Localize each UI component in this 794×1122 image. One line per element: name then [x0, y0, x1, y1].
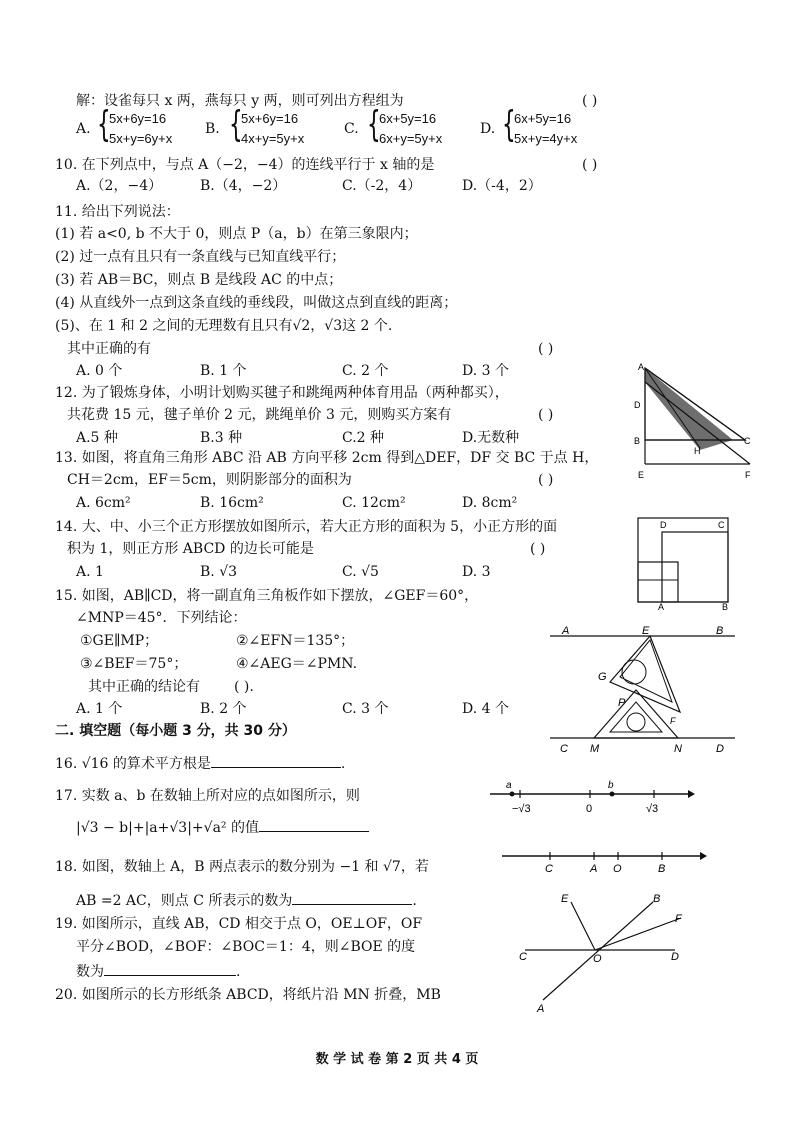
q15-option-d: D. 4 个 [462, 701, 509, 717]
point-a [510, 792, 515, 797]
q13-figure [630, 360, 760, 485]
q13-option-b: B. 16cm² [200, 495, 264, 511]
q14-option-c: C. √5 [342, 564, 379, 580]
q10-option-a: A.（2，−4） [76, 178, 163, 194]
q15-conclusion-1: ①GE∥MP； [80, 633, 159, 649]
q15-conclusion-2: ②∠EFN＝135°； [236, 633, 355, 649]
svg-text:N: N [674, 743, 682, 755]
q14-line-2: 积为 1，则正方形 ABCD 的边长可能是 [67, 541, 314, 557]
line-ab [543, 902, 653, 1000]
svg-text:P: P [618, 697, 626, 709]
svg-text:A: A [537, 1003, 545, 1015]
q14-line-1: 14. 大、中、小三个正方形摆放如图所示，若大正方形的面积为 5，小正方形的面 [55, 519, 558, 535]
ray-oe [571, 902, 595, 950]
q15-option-b: B. 2 个 [200, 701, 247, 717]
q13-option-a: A. 6cm² [76, 495, 131, 511]
q11-item-5: (5)、在 1 和 2 之间的无理数有且只有√2，√3这 2 个. [55, 318, 393, 334]
svg-text:E: E [561, 893, 569, 905]
q19-blank[interactable] [104, 961, 236, 976]
q15-option-c: C. 3 个 [342, 701, 389, 717]
svg-text:C: C [560, 743, 568, 755]
page-footer: 数 学 试 卷 第 2 页 共 4 页 [315, 1052, 479, 1067]
q18-number-line [502, 846, 707, 882]
q17-blank[interactable] [259, 817, 369, 832]
q11-option-d: D. 3 个 [462, 363, 509, 379]
svg-text:B: B [653, 893, 661, 905]
svg-text:O: O [593, 953, 602, 965]
q16-blank[interactable] [211, 753, 341, 768]
q9-option-b-label: B. [205, 121, 220, 137]
q9-option-c-label: C. [344, 121, 359, 137]
q11-answer-paren: ( ) [538, 341, 554, 357]
q9-intro: 解：设雀每只 x 两，燕每只 y 两，则可列出方程组为 [76, 93, 404, 109]
svg-text:B: B [658, 863, 666, 875]
q14-figure [632, 512, 742, 614]
q10-stem: 10. 在下列点中，与点 A（−2，−4）的连线平行于 x 轴的是 [55, 157, 435, 173]
q12-option-d: D.无数种 [462, 430, 520, 446]
q18-line-2: AB =2 AC，则点 C 所表示的数为 . [76, 890, 417, 910]
svg-text:M: M [590, 743, 600, 755]
q11-option-c: C. 2 个 [342, 363, 389, 379]
q15-answer-paren: ( ). [234, 679, 254, 695]
svg-text:C: C [519, 951, 527, 963]
q20-text: 20. 如图所示的长方形纸条 ABCD，将纸片沿 MN 折叠，MB [55, 987, 441, 1003]
q17-line-1: 17. 实数 a、b 在数轴上所对应的点如图所示，则 [55, 788, 360, 804]
q18-blank[interactable] [292, 890, 412, 905]
svg-text:a: a [506, 780, 512, 791]
q13-option-d: D. 8cm² [462, 495, 518, 511]
q13-answer-paren: ( ) [538, 472, 554, 488]
q12-option-b: B.3 种 [200, 430, 243, 446]
q12-option-c: C.2 种 [342, 430, 385, 446]
svg-text:F: F [670, 716, 676, 726]
svg-text:B: B [716, 625, 724, 637]
q15-ask: 其中正确的结论有 [88, 679, 200, 695]
q19-line-3: 数为 . [76, 961, 240, 981]
svg-text:A: A [562, 625, 570, 637]
svg-text:D: D [634, 400, 641, 410]
q11-option-b: B. 1 个 [200, 363, 247, 379]
q15-figure [550, 622, 740, 755]
svg-text:E: E [638, 470, 645, 480]
q17-number-line [490, 778, 695, 818]
svg-text:G: G [598, 671, 607, 683]
q10-option-d: D.（-4，2） [462, 178, 542, 194]
small-square [638, 562, 678, 602]
q12-line-1: 12. 为了锻炼身体，小明计划购买毽子和跳绳两种体育用品（两种都买）， [55, 385, 509, 401]
q15-option-a: A. 1 个 [76, 701, 123, 717]
svg-text:B: B [634, 436, 641, 446]
svg-text:A: A [658, 602, 665, 612]
q11-item-4: (4) 从直线外一点到这条直线的垂线段，叫做这点到直线的距离； [55, 295, 458, 311]
section-fill-in-title: 二. 填空题（每小题 3 分，共 30 分） [55, 723, 296, 739]
q18-line-1: 18. 如图，数轴上 A，B 两点表示的数分别为 −1 和 √7，若 [55, 859, 429, 875]
q12-line-2: 共花费 15 元，毽子单价 2 元，跳绳单价 3 元，则购买方案有 [67, 407, 452, 423]
q10-answer-paren: ( ) [582, 157, 598, 173]
svg-text:E: E [642, 625, 650, 637]
q17-line-2: |√3 − b|+|a+√3|+√a² 的值 [76, 817, 369, 837]
square-abcd [662, 532, 728, 602]
q11-stem: 11. 给出下列说法： [55, 204, 180, 220]
q9-option-a-label: A. [76, 121, 91, 137]
svg-text:F: F [675, 913, 682, 925]
q19-line-1: 19. 如图所示，直线 AB，CD 相交于点 O，OE⊥OF，OF [55, 916, 423, 932]
q13-line-2: CH＝2cm，EF＝5cm，则阴影部分的面积为 [67, 472, 352, 488]
q14-answer-paren: ( ) [530, 541, 546, 557]
q11-option-a: A. 0 个 [76, 363, 123, 379]
svg-text:√3: √3 [646, 803, 659, 815]
large-square [638, 518, 728, 602]
q12-answer-paren: ( ) [538, 407, 554, 423]
q13-line-1: 13. 如图，将直角三角形 ABC 沿 AB 方向平移 2cm 得到△DEF，DF 交 BC 于点 H， [55, 450, 599, 466]
q16-text: 16. √16 的算术平方根是 . [55, 753, 345, 773]
svg-text:C: C [744, 436, 751, 446]
q14-option-b: B. √3 [200, 564, 238, 580]
q12-option-a: A.5 种 [76, 430, 118, 446]
svg-text:F: F [745, 470, 751, 480]
q11-item-1: (1) 若 a<0, b 不大于 0，则点 P（a，b）在第三象限内； [55, 226, 418, 242]
q14-option-a: A. 1 [76, 564, 104, 580]
svg-text:D: D [716, 743, 724, 755]
q11-item-3: (3) 若 AB＝BC，则点 B 是线段 AC 的中点； [55, 272, 343, 288]
ray-of [595, 918, 681, 950]
q10-option-b: B.（4，−2） [200, 178, 287, 194]
q9-answer-paren: ( ) [582, 93, 598, 109]
q15-line-1: 15. 如图，AB∥CD，将一副直角三角板作如下摆放，∠GEF＝60°， [55, 588, 479, 604]
svg-text:O: O [613, 863, 622, 875]
q19-line-2: 平分∠BOD，∠BOF：∠BOC＝1：4，则∠BOE 的度 [76, 939, 416, 955]
svg-text:A: A [590, 863, 598, 875]
svg-text:H: H [694, 446, 701, 456]
q15-conclusion-3: ③∠BEF＝75°； [80, 656, 188, 672]
svg-text:0: 0 [586, 803, 593, 815]
svg-text:D: D [660, 520, 667, 530]
svg-text:D: D [671, 951, 679, 963]
q15-line-2: ∠MNP＝45°．下列结论： [76, 610, 247, 626]
svg-text:B: B [722, 602, 729, 612]
point-b [610, 792, 615, 797]
q10-option-c: C.（-2，4） [342, 178, 422, 194]
q13-option-c: C. 12cm² [342, 495, 406, 511]
svg-text:C: C [545, 863, 553, 875]
q19-figure [515, 888, 705, 1018]
svg-text:b: b [608, 780, 614, 791]
svg-text:A: A [638, 362, 645, 372]
q11-ask: 其中正确的有 [67, 341, 151, 357]
q9-option-d-label: D. [480, 121, 496, 137]
svg-text:C: C [718, 520, 725, 530]
svg-text:−√3: −√3 [512, 803, 531, 815]
q11-item-2: (2) 过一点有且只有一条直线与已知直线平行； [55, 249, 346, 265]
q15-conclusion-4: ④∠AEG＝∠PMN. [236, 656, 358, 672]
q14-option-d: D. 3 [462, 564, 491, 580]
